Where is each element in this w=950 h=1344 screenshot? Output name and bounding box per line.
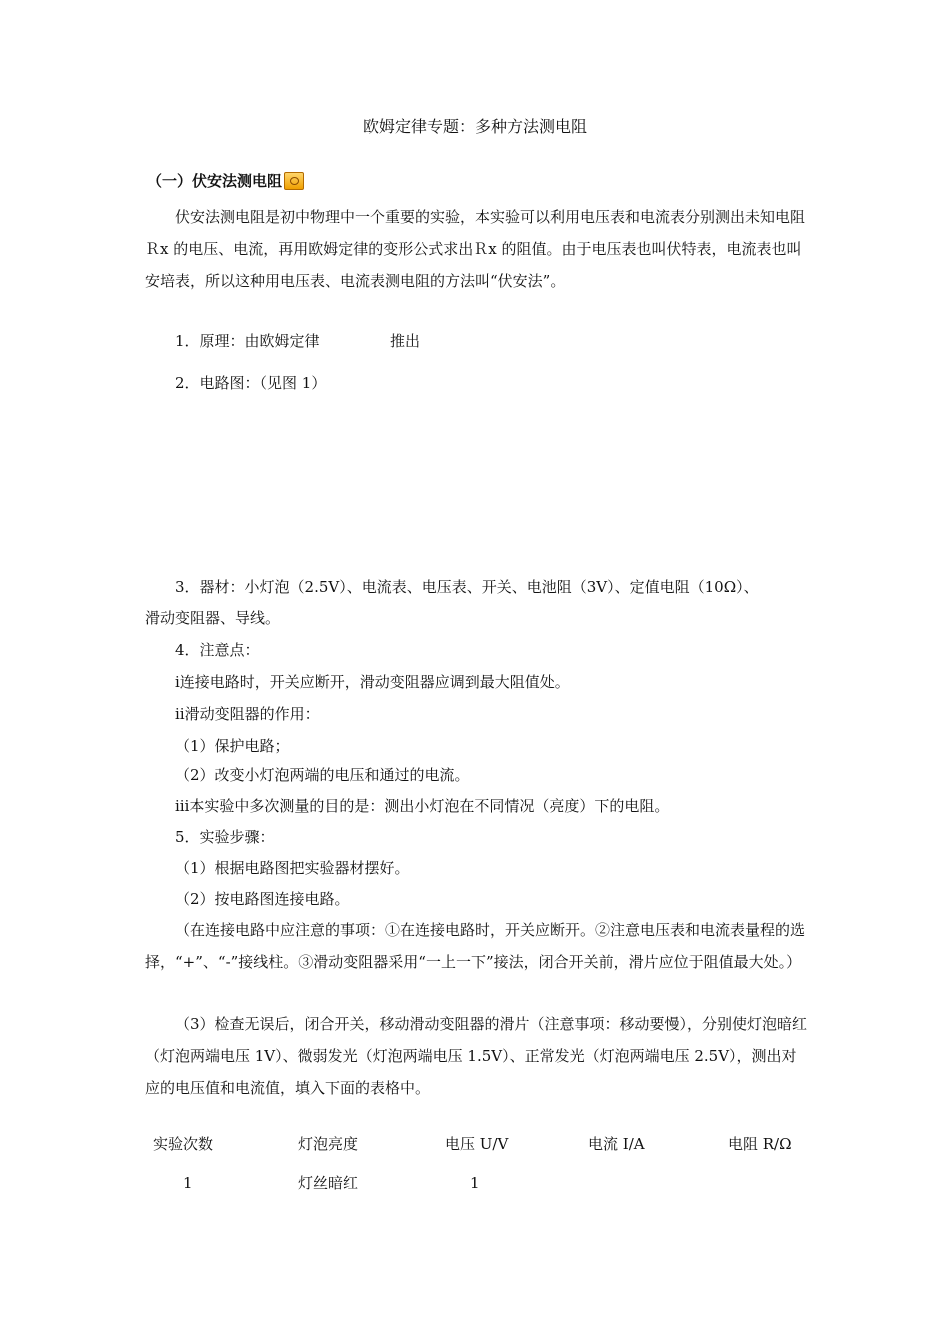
note-ii-1: （1）保护电路；	[175, 737, 290, 755]
note-iii: ⅲ本实验中多次测量的目的是：测出小灯泡在不同情况（亮度）下的电阻。	[175, 797, 670, 815]
table-header-cell: 电压 U/V	[445, 1135, 509, 1153]
equipment-line-1: 3．器材：小灯泡（2.5V）、电流表、电压表、开关、电池阻（3V）、定值电阻（10Ω）、	[175, 578, 759, 596]
equipment-line-2: 滑动变阻器、导线。	[145, 609, 281, 627]
table-header-cell: 灯泡亮度	[298, 1135, 359, 1153]
folder-icon	[284, 172, 304, 190]
steps-title: 5．实验步骤：	[175, 828, 275, 846]
intro-paragraph: 伏安法测电阻是初中物理中一个重要的实验，本实验可以利用电压表和电流表分别测出未知电阻Ｒx 的电压、电流，再用欧姆定律的变形公式求出Ｒx 的阻值。由于电压表也叫伏特表，电流表也叫安培表，所以这种用电压表、电流表测电阻的方法叫“伏安法”。	[145, 208, 806, 290]
principle-derive-text: 推出	[390, 332, 421, 350]
table-row	[0, 1173, 950, 1193]
table-cell: 1	[470, 1174, 480, 1192]
step-3-paragraph: （3）检查无误后，闭合开关，移动滑动变阻器的滑片（注意事项：移动要慢），分别使灯泡暗红（灯泡两端电压 1V）、微弱发光（灯泡两端电压 1.5V）、正常发光（灯泡两端电压 2.5V），测出对应的电压值和电流值，填入下面的表格中。	[145, 1015, 808, 1097]
circuit-text: 2．电路图：（见图 1）	[175, 374, 327, 392]
page-title: 欧姆定律专题：多种方法测电阻	[362, 117, 587, 136]
notes-title: 4．注意点：	[175, 641, 260, 659]
table-header-cell: 电流 I/A	[588, 1135, 645, 1153]
table-header-cell: 电阻 R/Ω	[728, 1135, 792, 1153]
section-heading-text: （一）伏安法测电阻	[147, 172, 283, 190]
note-i: ⅰ连接电路时，开关应断开，滑动变阻器应调到最大阻值处。	[175, 673, 570, 691]
section-heading	[147, 171, 304, 191]
note-ii: ⅱ滑动变阻器的作用：	[175, 705, 320, 723]
table-cell: 灯丝暗红	[298, 1174, 359, 1192]
step-2: （2）按电路图连接电路。	[175, 890, 350, 908]
table-cell: 1	[183, 1174, 193, 1192]
step-note-paragraph: （在连接电路中应注意的事项：①在连接电路时，开关应断开。②注意电压表和电流表量程的选择，“+”、“-”接线柱。③滑动变阻器采用“一上一下”接法，闭合开关前，滑片应位于阻值最大处。）	[145, 921, 806, 971]
principle-text: 1．原理：由欧姆定律	[175, 332, 320, 350]
table-header-row	[0, 1134, 950, 1154]
table-header-cell: 实验次数	[153, 1135, 214, 1153]
note-ii-2: （2）改变小灯泡两端的电压和通过的电流。	[175, 766, 470, 784]
step-1: （1）根据电路图把实验器材摆好。	[175, 859, 410, 877]
